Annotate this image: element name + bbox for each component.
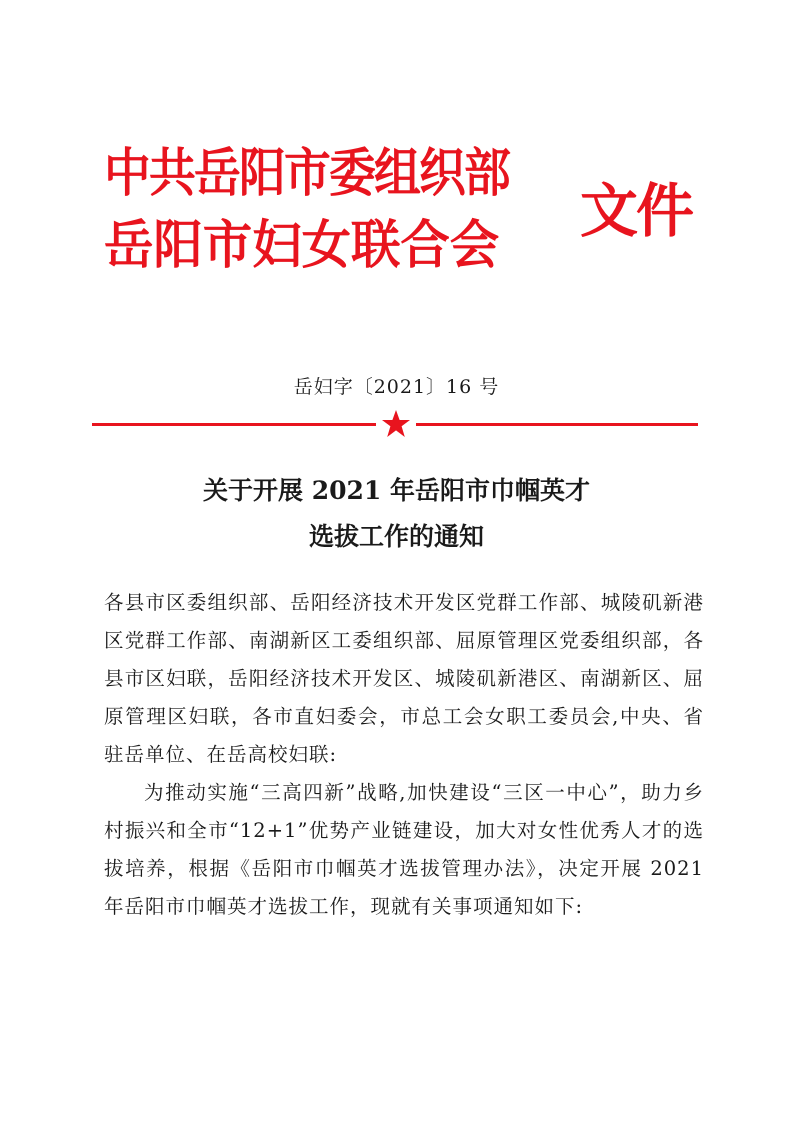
body-paragraph: 为推动实施“三高四新”战略,加快建设“三区一中心”，助力乡村振兴和全市“12+1”优势产业链建设，加大对女性优秀人才的选拔培养，根据《岳阳市巾帼英才选拔管理办法》，决定开展 2021 年岳阳市巾帼英才选拔工作，现就有关事项通知如下:	[104, 781, 704, 918]
red-divider-left	[92, 423, 376, 426]
addressee-list: 各县市区委组织部、岳阳经济技术开发区党群工作部、城陵矶新港区党群工作部、南湖新区工委组织部、屈原管理区党委组织部，各县市区妇联，岳阳经济技术开发区、城陵矶新港区、南湖新区、屈原管理区妇联，各市直妇委会，市总工会女职工委员会,中央、省驻岳单位、在岳高校妇联:	[104, 591, 704, 766]
title-line-2: 选拔工作的通知	[308, 522, 484, 551]
issuer-organization-1: 中共岳阳市委组织部	[104, 144, 510, 204]
issuer-organization-2: 岳阳市妇女联合会	[104, 216, 500, 276]
red-star-icon	[381, 410, 411, 438]
document-masthead	[104, 138, 694, 288]
document-title	[0, 468, 793, 560]
document-label: 文件	[580, 177, 693, 245]
red-divider-right	[416, 423, 698, 426]
document-number: 岳妇字〔2021〕16 号	[293, 376, 500, 398]
title-line-1: 关于开展 2021 年岳阳市巾帼英才	[203, 476, 590, 505]
